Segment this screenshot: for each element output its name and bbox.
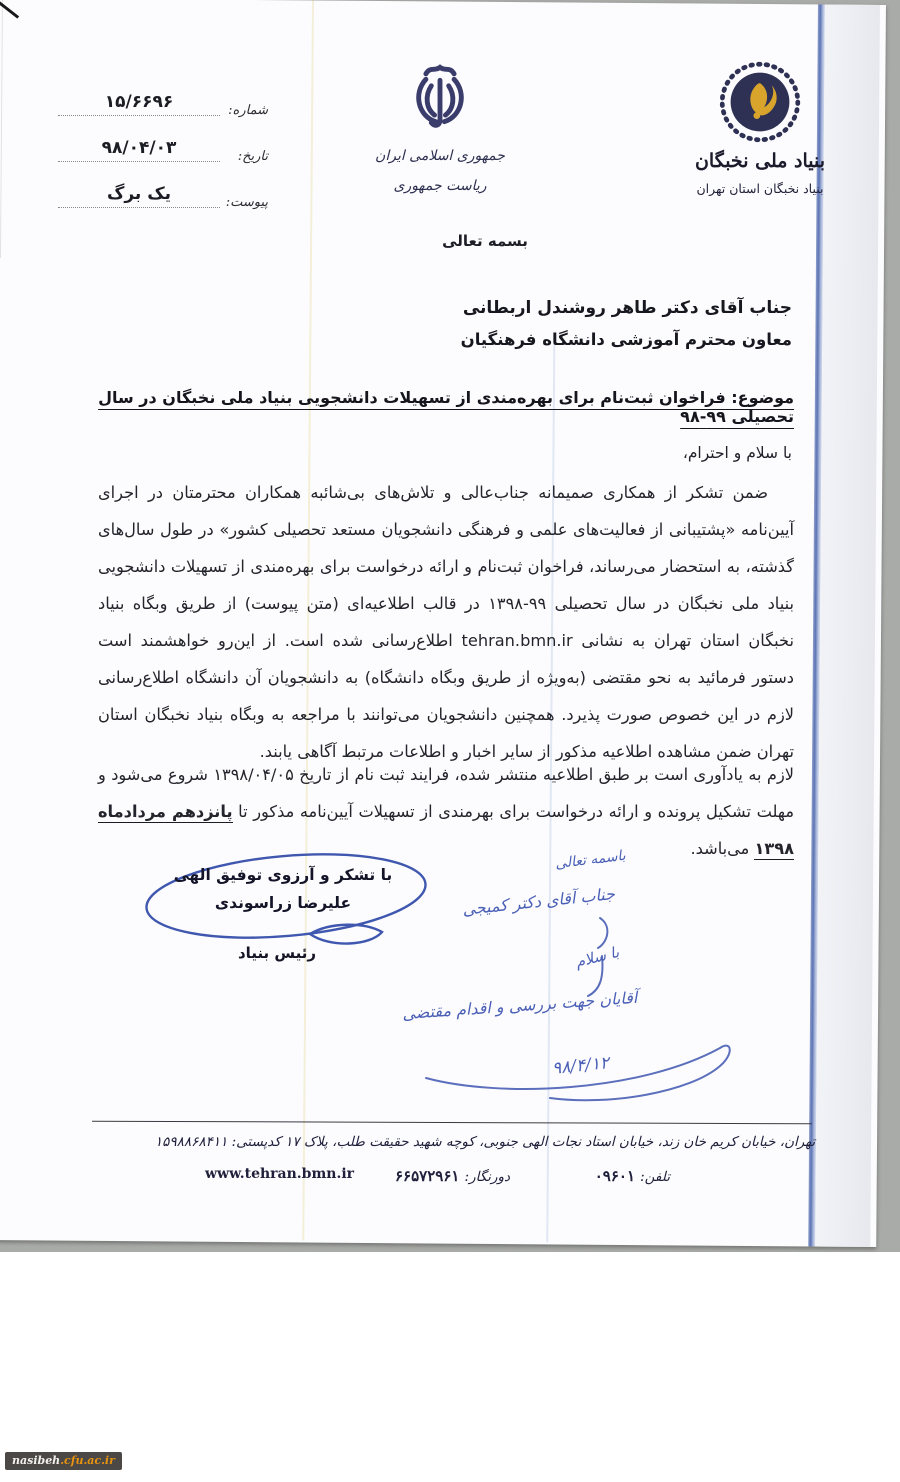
fax-label: دورنگار: [464, 1169, 510, 1185]
site-watermark [5, 1452, 122, 1470]
country-name: جمهوری اسلامی ایران [375, 148, 505, 164]
letter-number-value: ۱۵/۶۶۹۶ [104, 92, 174, 112]
footer-phone [520, 1166, 670, 1185]
signatory-title: رئیس بنیاد [237, 944, 317, 962]
fax-number: ۶۶۵۷۲۹۶۱ [395, 1167, 460, 1185]
handwritten-greeting: با سلام [573, 942, 621, 972]
handwritten-addressee: جناب آقای دکتر کمیجی [461, 884, 616, 919]
paper-edge-line [0, 0, 3, 258]
letter-date-value: ۹۸/۰۴/۰۳ [101, 138, 177, 158]
signature-block [138, 848, 438, 978]
subject-line: موضوع: فراخوان ثبت‌نام برای بهره‌مندی از تسهیلات دانشجویی بنیاد ملی نخبگان در سال تحصیلی ۹۹-۹۸ [98, 388, 794, 426]
letter-attachment-value: یک برگ [106, 184, 172, 204]
letter-number-row [58, 78, 268, 124]
letter-attachment-row [58, 170, 268, 216]
foundation-branch: بنیاد نخبگان استان تهران [696, 181, 824, 196]
handwritten-date: ۹۸/۴/۱۲ [551, 1053, 610, 1079]
deadline-suffix: می‌باشد. [690, 839, 755, 858]
body-paragraph-1: ضمن تشکر از همکاری صمیمانه جناب‌عالی و تلاش‌های بی‌شائبه همکاران محترمتان در اجرای آیین‌نامه «پشتیبانی از فعالیت‌های علمی و فرهنگی دانشجویان مستعد تحصیلی کشور» در طول سال‌های گذشته، به استحضار می‌رساند، فراخوان ثبت‌نام و ارائه درخواست برای بهره‌مندی از تسهیلات دانشجویی بنیاد ملی نخبگان در سال تحصیلی ۹۹-۱۳۹۸ در قالب اطلاعیه‌ای (متن پیوست) از طریق وبگاه بنیاد نخبگان استان تهران به نشانی tehran.bmn.ir اطلاع‌رسانی شده است. از این‌رو خواهشمند است دستور فرمائید به نحو مقتضی (به‌ویژه از طریق وبگاه دانشگاه) به دانشجویان آن دانشگاه اطلاع‌رسانی لازم در این خصوص صورت پذیرد. همچنین دانشجویان می‌توانند با مراجعه به وبگاه بنیاد نخبگان استان تهران ضمن مشاهده اطلاعیه مذکور از سایر اخبار و اطلاعات مرتبط آگاهی یابند. [98, 483, 795, 761]
elite-foundation-seal-icon [718, 60, 802, 144]
recipient-block [461, 298, 792, 349]
bismillah-line: بسمه تعالی [442, 232, 528, 250]
letter-date-label: تاریخ: [237, 149, 268, 164]
recipient-title: معاون محترم آموزشی دانشگاه فرهنگیان [460, 330, 792, 349]
letter-number-label: شماره: [228, 103, 268, 118]
foundation-name: بنیاد ملی نخبگان [694, 150, 826, 172]
letter-meta-fields [58, 78, 268, 216]
salutation-line: با سلام و احترام، [682, 444, 792, 462]
presidency-office: ریاست جمهوری [393, 178, 487, 194]
signatory-name: علیرضا زراسوندی [214, 894, 352, 912]
phone-label: تلفن: [640, 1169, 670, 1185]
letter-attachment-label: پیوست: [225, 195, 268, 210]
handwritten-instruction: آقایان جهت بررسی و اقدام مقتضی [401, 987, 638, 1024]
handwritten-bismillah: باسمه تعالی [554, 847, 627, 873]
footer-fax [340, 1166, 510, 1185]
watermark-site-domain: .cfu.ac.ir [60, 1454, 115, 1467]
header-center-block [360, 62, 520, 194]
footer-address: تهران، خیابان کریم خان زند، خیابان استاد نجات الهی جنوبی، کوچه شهید حقیقت طلب، پلاک ۱۷ کدپستی: ۱۵۹۸۸۶۸۴۱۱ [154, 1134, 816, 1150]
deadline-text: پانزدهم مردادماه ۱۳۹۸ [98, 802, 794, 858]
phone-number: ۰۹۶۰۱ [594, 1167, 636, 1185]
footer-website: www.tehran.bmn.ir [205, 1166, 355, 1182]
recipient-name: جناب آقای دکتر طاهر روشندل اربطانی [462, 298, 792, 318]
signature-thanks: با تشکر و آرزوی توفیق الهی [173, 866, 393, 884]
header-right-block [660, 60, 860, 196]
watermark-site-name: nasibeh [12, 1454, 61, 1467]
letter-date-row [58, 124, 268, 170]
iran-national-emblem-icon [402, 62, 478, 140]
deadline-prefix: لازم به یادآوری است بر طبق اطلاعیه منتشر شده، فرایند ثبت نام از تاریخ ۱۳۹۸/۰۴/۰۵ شروع می‌شود و مهلت تشکیل پرونده و ارائه درخواست برای بهرمندی از تسهیلات آیین‌نامه مذکور تا [98, 765, 794, 821]
